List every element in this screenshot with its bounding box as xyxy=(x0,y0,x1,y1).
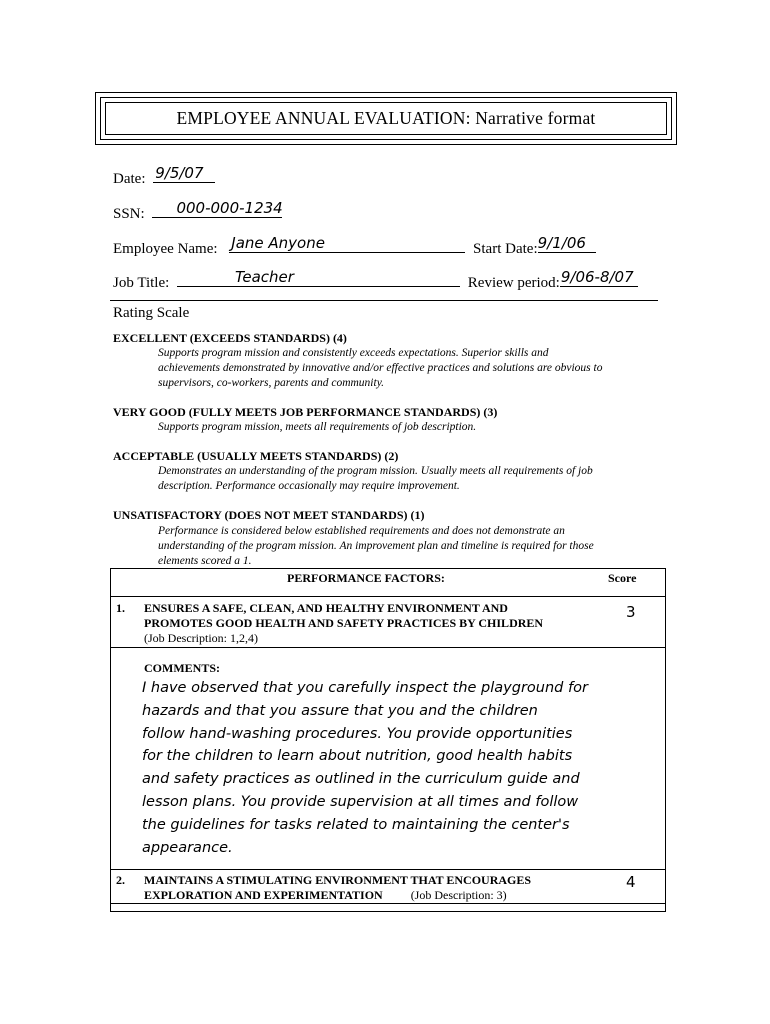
date-field[interactable] xyxy=(153,164,215,183)
comment-line: lesson plans. You provide supervision at all times and follow xyxy=(142,793,579,810)
performance-factors-header: PERFORMANCE FACTORS: xyxy=(287,571,445,585)
factor-title-line: MAINTAINS A STIMULATING ENVIRONMENT THAT ENCOURAGES xyxy=(144,873,532,887)
factor-1-job-description: (Job Description: 1,2,4) xyxy=(144,631,258,645)
factor-1-score[interactable]: 3 xyxy=(626,603,636,621)
employee-name-field[interactable] xyxy=(229,234,465,253)
factor-title-line: EXPLORATION AND EXPERIMENTATION xyxy=(144,888,383,902)
rating-very-good-heading: VERY GOOD (FULLY MEETS JOB PERFORMANCE STANDARDS) (3) xyxy=(113,405,498,419)
ssn-value: 000-000-1234 xyxy=(176,199,283,217)
rating-very-good-description xyxy=(158,420,476,435)
title-box xyxy=(95,92,677,145)
comment-line: I have observed that you carefully inspect the playground for xyxy=(142,680,588,696)
rating-desc-line: Demonstrates an understanding of the program mission. Usually meets all requirements of job xyxy=(158,465,593,477)
rating-desc-line: understanding of the program mission. An improvement plan and timeline is required for those xyxy=(158,540,594,553)
rating-acceptable-description xyxy=(158,464,593,494)
rating-excellent-heading: EXCELLENT (EXCEEDS STANDARDS) (4) xyxy=(113,331,347,345)
factor-title-line: ENSURES A SAFE, CLEAN, AND HEALTHY ENVIRONMENT AND xyxy=(144,601,508,615)
performance-factors-table xyxy=(110,568,666,912)
rating-desc-line: description. Performance occasionally may require improvement. xyxy=(158,480,460,493)
rating-desc-line: Performance is considered below established requirements and does not demonstrate an xyxy=(158,525,565,537)
table-divider xyxy=(111,869,665,870)
job-title-field[interactable] xyxy=(177,268,460,287)
review-period-label: Review period: xyxy=(467,275,560,291)
rating-acceptable-heading: ACCEPTABLE (USUALLY MEETS STANDARDS) (2) xyxy=(113,449,399,463)
factor-1-number: 1. xyxy=(116,601,125,615)
rating-desc-line: elements scored a 1. xyxy=(158,555,252,568)
comment-line: appearance. xyxy=(142,839,233,856)
start-date-field[interactable] xyxy=(537,234,596,253)
factor-1-title xyxy=(144,601,543,631)
section-divider xyxy=(110,300,658,301)
rating-scale-title: Rating Scale xyxy=(113,305,190,321)
review-period-field[interactable] xyxy=(560,268,638,287)
comment-line: hazards and that you assure that you and the children xyxy=(142,702,538,719)
rating-desc-line: supervisors, co-workers, parents and community. xyxy=(158,377,385,390)
factor-1-comments-label: COMMENTS: xyxy=(144,661,220,675)
rating-desc-line: achievements demonstrated by innovative and/or effective practices and solutions are obvious to xyxy=(158,362,603,375)
page-title: EMPLOYEE ANNUAL EVALUATION: Narrative format xyxy=(176,108,596,128)
factor-2-number: 2. xyxy=(116,873,125,887)
employee-name-row xyxy=(113,234,596,258)
rating-excellent-description xyxy=(158,346,602,392)
factor-2-score[interactable]: 4 xyxy=(626,873,636,891)
rating-unsatisfactory-description xyxy=(158,524,594,570)
review-period-value: 9/06-8/07 xyxy=(560,268,634,286)
start-date-label: Start Date: xyxy=(473,241,538,257)
table-divider xyxy=(111,903,665,904)
date-value: 9/5/07 xyxy=(155,164,204,182)
ssn-row xyxy=(113,199,283,223)
title-box-inner-border xyxy=(105,102,667,135)
factor-2-title xyxy=(144,873,531,903)
date-row xyxy=(113,164,215,188)
employee-name-label: Employee Name: xyxy=(113,241,218,257)
comment-line: the guidelines for tasks related to maintaining the center's xyxy=(142,816,570,833)
date-label: Date: xyxy=(113,171,146,187)
start-date-value: 9/1/06 xyxy=(537,234,586,252)
ssn-field[interactable] xyxy=(152,199,283,218)
employee-name-value: Jane Anyone xyxy=(231,234,325,252)
job-title-row xyxy=(113,268,638,292)
table-divider xyxy=(111,596,665,597)
factor-1-comments[interactable] xyxy=(142,677,662,859)
comment-line: follow hand-washing procedures. You provide opportunities xyxy=(142,725,573,742)
score-header: Score xyxy=(608,571,637,585)
title-box-border xyxy=(100,97,672,140)
job-title-value: Teacher xyxy=(235,268,294,286)
job-title-label: Job Title: xyxy=(113,275,170,291)
rating-desc-line: Supports program mission, meets all requirements of job description. xyxy=(158,421,477,433)
table-divider xyxy=(111,647,665,648)
rating-desc-line: Supports program mission and consistently exceeds expectations. Superior skills and xyxy=(158,347,549,359)
comment-line: for the children to learn about nutrition, good health habits xyxy=(142,748,573,765)
comment-line: and safety practices as outlined in the curriculum guide and xyxy=(142,771,580,788)
rating-unsatisfactory-heading: UNSATISFACTORY (DOES NOT MEET STANDARDS) (1) xyxy=(113,508,425,522)
factor-title-line: PROMOTES GOOD HEALTH AND SAFETY PRACTICES BY CHILDREN xyxy=(144,616,544,630)
ssn-label: SSN: xyxy=(113,206,145,222)
factor-2-job-description: (Job Description: 3) xyxy=(410,888,507,902)
